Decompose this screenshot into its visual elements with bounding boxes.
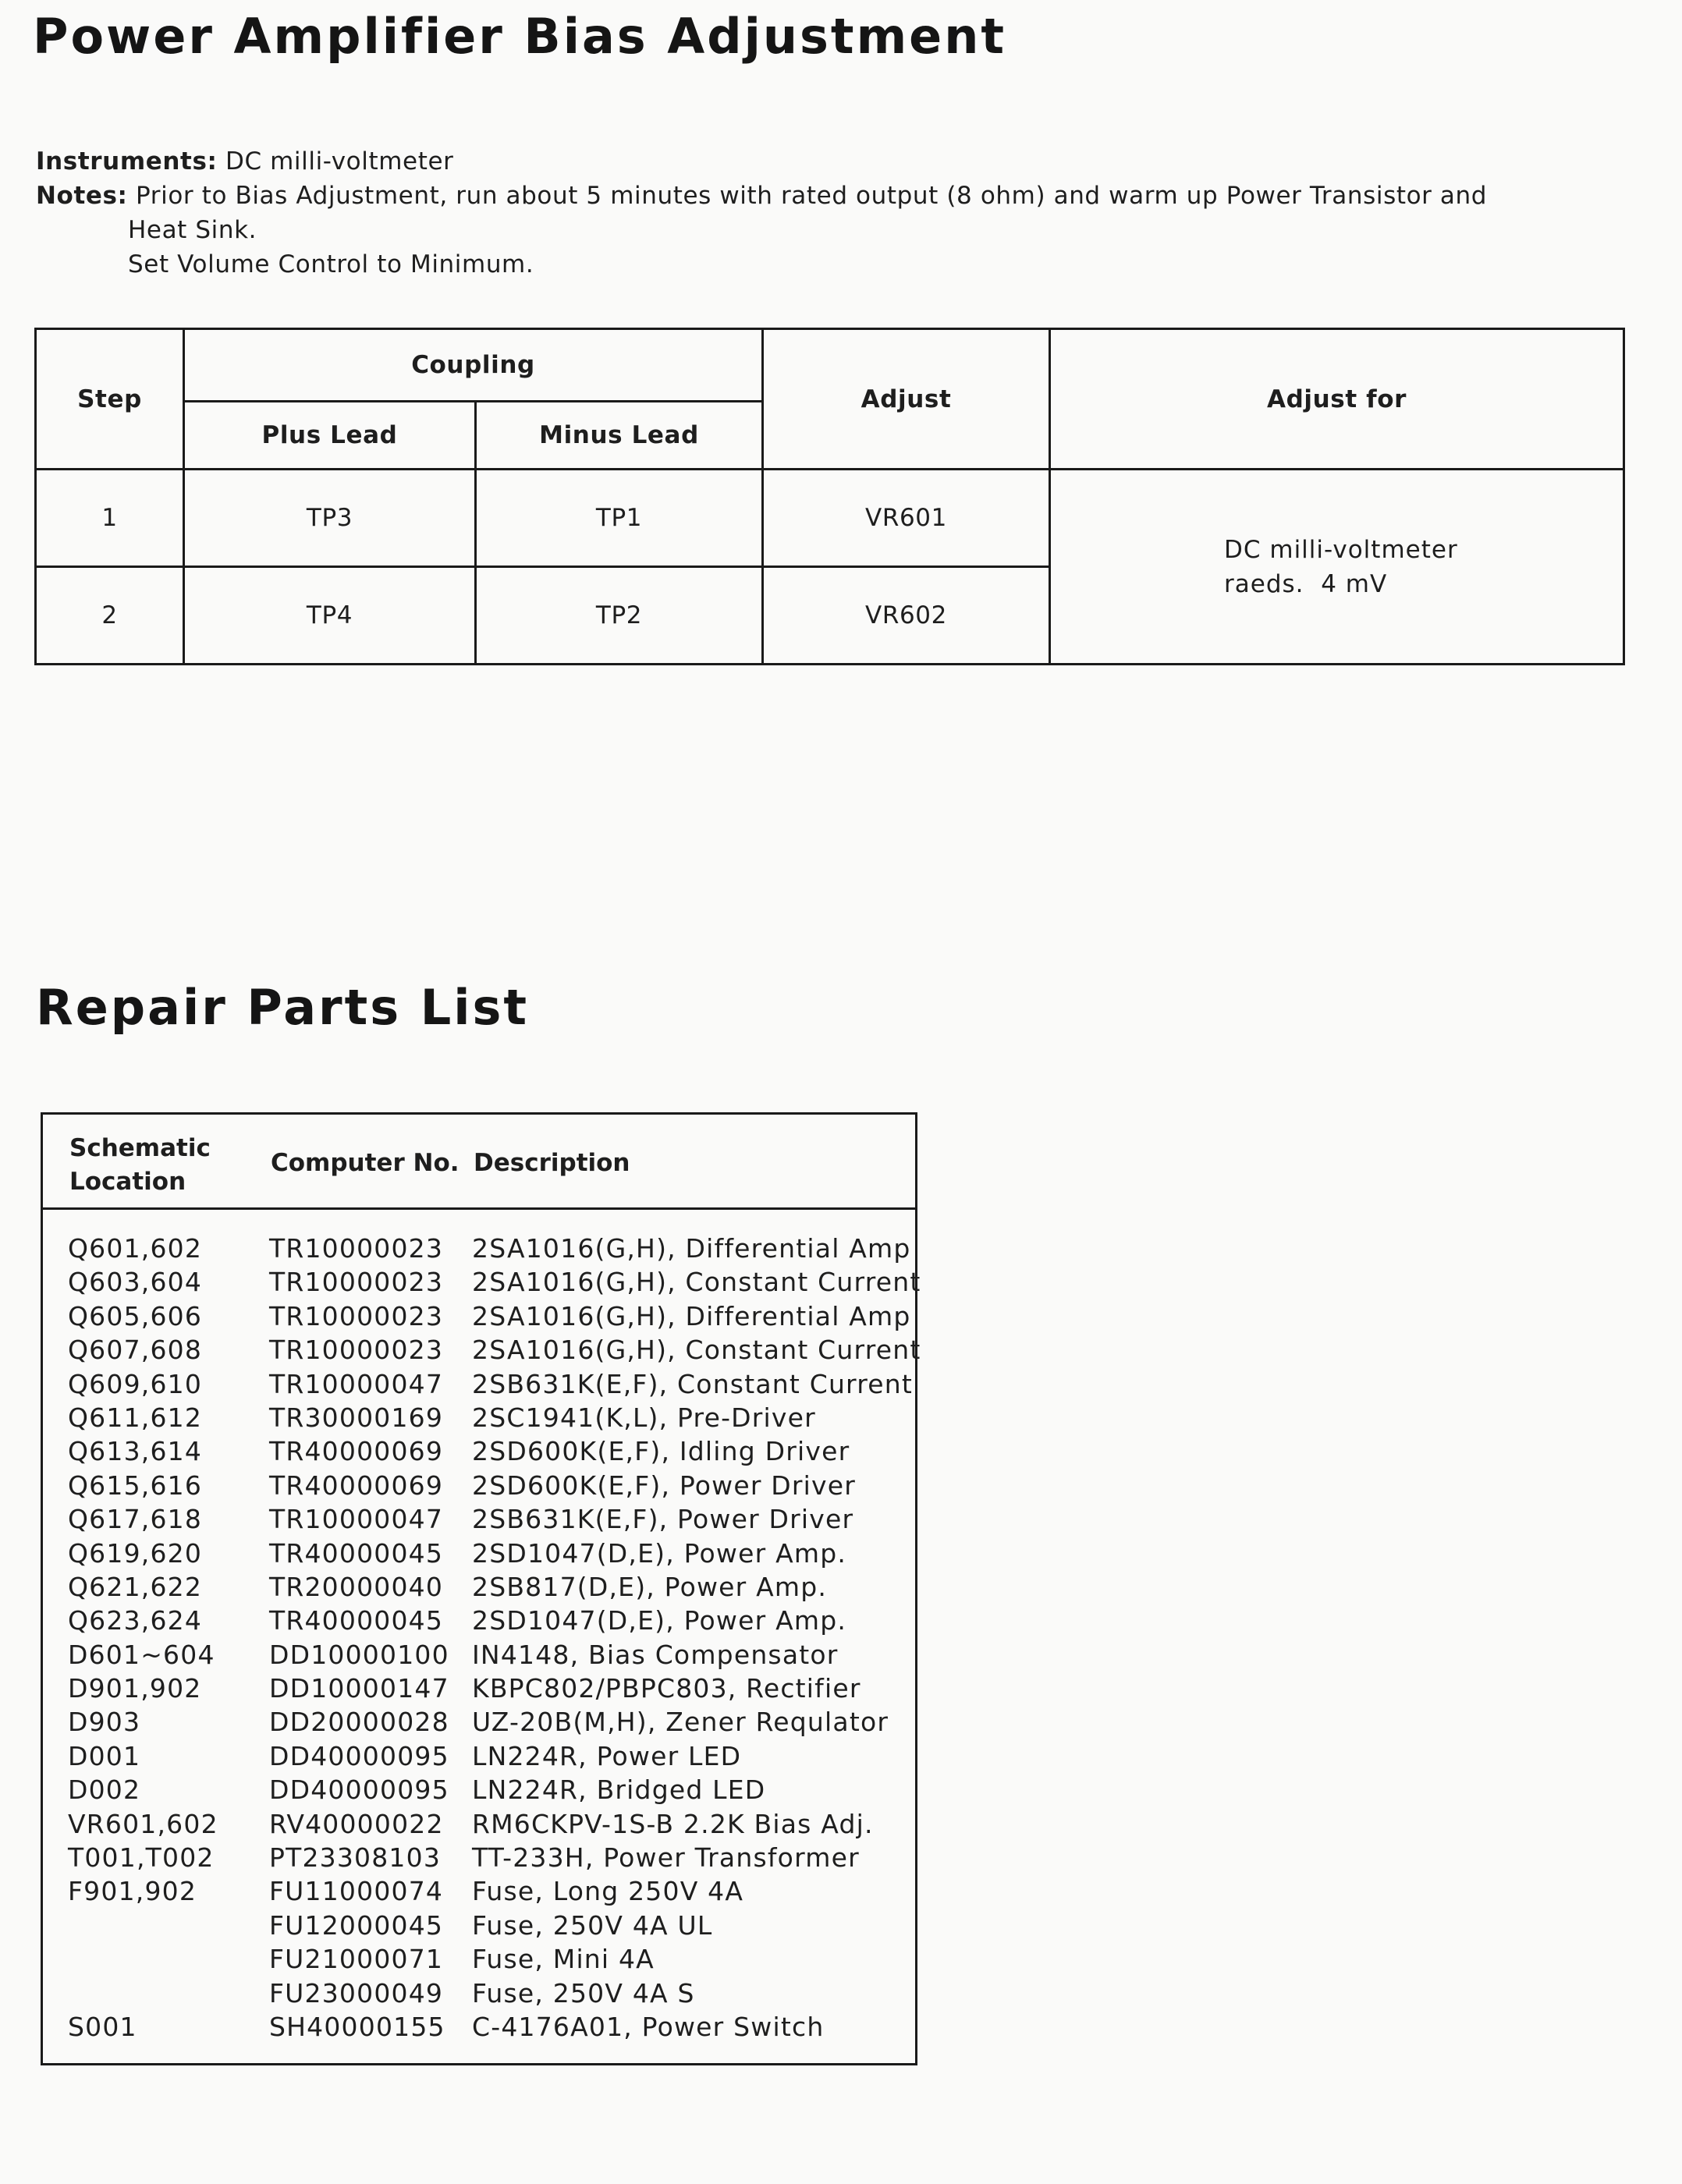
schematic-location-cell: Q619,620 (68, 1537, 203, 1569)
description-cell: 2SA1016(G,H), Differential Amp (472, 1233, 911, 1264)
table-row (43, 1672, 915, 1705)
header-minus-lead: Minus Lead (476, 402, 763, 470)
schematic-location-cell: Q621,622 (68, 1571, 203, 1602)
schematic-location-cell: D001 (68, 1740, 141, 1771)
table-row (43, 1333, 921, 1367)
description-cell: 2SA1016(G,H), Differential Amp (472, 1300, 911, 1331)
schematic-location-cell: Q615,616 (68, 1470, 203, 1501)
computer-no-cell: TR10000047 (269, 1368, 444, 1399)
computer-no-cell: TR40000069 (269, 1436, 444, 1467)
computer-no-cell: TR10000023 (269, 1267, 444, 1298)
schematic-location-cell: Q607,608 (68, 1335, 203, 1366)
header-location-line1: Schematic (69, 1134, 211, 1162)
instruments-label: Instruments: (36, 147, 218, 176)
header-plus-lead: Plus Lead (184, 402, 476, 470)
description-cell: TT-233H, Power Transformer (472, 1842, 860, 1874)
notes-line (36, 179, 1565, 213)
description-cell: KBPC802/PBPC803, Rectifier (472, 1673, 861, 1704)
instruments-line (36, 144, 1565, 179)
parts-table-header (43, 1115, 915, 1210)
schematic-location-cell: Q603,604 (68, 1267, 203, 1298)
adjust-for-cell (1050, 470, 1624, 665)
description-cell: Fuse, 250V 4A UL (472, 1909, 713, 1941)
description-cell: Fuse, Mini 4A (472, 1944, 655, 1975)
computer-no-cell: RV40000022 (269, 1808, 444, 1839)
computer-no-cell: FU12000045 (269, 1909, 444, 1941)
table-row (43, 1434, 915, 1468)
header-location-line2: Location (69, 1168, 186, 1196)
repair-parts-title: Repair Parts List (36, 979, 530, 1036)
computer-no-cell: DD10000100 (269, 1639, 449, 1670)
plus-lead-cell: TP3 (184, 470, 476, 567)
computer-no-cell: TR20000040 (269, 1571, 444, 1602)
description-cell: 2SA1016(G,H), Constant Current (472, 1267, 921, 1298)
table-row (36, 470, 1624, 567)
instruments-value: DC milli-voltmeter (225, 147, 454, 176)
notes-text-line1: Prior to Bias Adjustment, run about 5 minutes with rated output (8 ohm) and warm up Power Transistor and (136, 182, 1488, 210)
computer-no-cell: DD40000095 (269, 1740, 449, 1771)
header-computer-no: Computer No. (271, 1149, 460, 1177)
table-row (43, 1638, 915, 1672)
description-cell: 2SD1047(D,E), Power Amp. (472, 1537, 847, 1569)
description-cell: 2SB631K(E,F), Power Driver (472, 1504, 854, 1535)
table-row (43, 1841, 915, 1874)
computer-no-cell: DD10000147 (269, 1673, 449, 1704)
table-row (43, 1909, 915, 1942)
repair-parts-table (41, 1112, 921, 2065)
description-cell: RM6CKPV-1S-B 2.2K Bias Adj. (472, 1808, 874, 1839)
parts-table-body (43, 1232, 921, 2044)
description-cell: LN224R, Bridged LED (472, 1774, 766, 1806)
computer-no-cell: TR10000023 (269, 1300, 444, 1331)
description-cell: 2SA1016(G,H), Constant Current (472, 1335, 921, 1366)
header-description: Description (474, 1149, 630, 1177)
schematic-location-cell: Q601,602 (68, 1233, 203, 1264)
notes-text-line3: Set Volume Control to Minimum. (128, 250, 534, 278)
computer-no-cell: FU23000049 (269, 1977, 444, 2008)
schematic-location-cell: D903 (68, 1707, 141, 1738)
computer-no-cell: TR10000023 (269, 1335, 444, 1366)
computer-no-cell: TR10000047 (269, 1504, 444, 1535)
computer-no-cell: TR40000069 (269, 1470, 444, 1501)
table-row (43, 1874, 915, 1908)
computer-no-cell: PT23308103 (269, 1842, 442, 1874)
description-cell: 2SD600K(E,F), Power Driver (472, 1470, 857, 1501)
schematic-location-cell: D002 (68, 1774, 141, 1806)
table-row (43, 1232, 915, 1265)
adjust-cell: VR602 (763, 567, 1050, 665)
step-cell: 2 (36, 567, 184, 665)
computer-no-cell: SH40000155 (269, 2011, 445, 2042)
schematic-location-cell: Q613,614 (68, 1436, 203, 1467)
table-row (43, 1401, 915, 1434)
schematic-location-cell: Q609,610 (68, 1368, 203, 1399)
description-cell: 2SB631K(E,F), Constant Current (472, 1368, 914, 1399)
table-row (43, 1773, 915, 1806)
schematic-location-cell: Q617,618 (68, 1504, 203, 1535)
description-cell: 2SC1941(K,L), Pre-Driver (472, 1402, 816, 1433)
schematic-location-cell: T001,T002 (68, 1842, 215, 1874)
adjust-for-line2: raeds. 4 mV (1224, 569, 1388, 598)
description-cell: UZ-20B(M,H), Zener Requlator (472, 1707, 889, 1738)
table-row (43, 1469, 915, 1502)
computer-no-cell: TR40000045 (269, 1605, 444, 1636)
description-cell: 2SB817(D,E), Power Amp. (472, 1571, 828, 1602)
computer-no-cell: DD40000095 (269, 1774, 449, 1806)
description-cell: Fuse, Long 250V 4A (472, 1876, 744, 1907)
step-cell: 1 (36, 470, 184, 567)
description-cell: 2SD1047(D,E), Power Amp. (472, 1605, 847, 1636)
notes-text-line2: Heat Sink. (128, 216, 257, 244)
schematic-location-cell: Q605,606 (68, 1300, 203, 1331)
description-cell: C-4176A01, Power Switch (472, 2011, 825, 2042)
schematic-location-cell: S001 (68, 2011, 137, 2042)
table-row (43, 1977, 915, 2010)
table-row (43, 1942, 915, 1976)
header-schematic-location (69, 1132, 211, 1199)
description-cell: 2SD600K(E,F), Idling Driver (472, 1436, 850, 1467)
computer-no-cell: TR10000023 (269, 1233, 444, 1264)
schematic-location-cell: D901,902 (68, 1673, 202, 1704)
schematic-location-cell: D601~604 (68, 1639, 215, 1670)
header-coupling: Coupling (184, 329, 763, 402)
table-row (43, 1299, 915, 1333)
table-row (43, 1502, 915, 1536)
header-adjust-for: Adjust for (1050, 329, 1624, 470)
computer-no-cell: DD20000028 (269, 1707, 449, 1738)
computer-no-cell: FU21000071 (269, 1944, 444, 1975)
table-row (43, 1807, 915, 1841)
schematic-location-cell: Q623,624 (68, 1605, 203, 1636)
table-row (43, 1537, 915, 1570)
table-row (43, 1739, 915, 1773)
header-adjust: Adjust (763, 329, 1050, 470)
table-row (43, 1604, 915, 1637)
header-step: Step (36, 329, 184, 470)
schematic-location-cell: F901,902 (68, 1876, 197, 1907)
table-row (43, 1367, 915, 1401)
minus-lead-cell: TP2 (476, 567, 763, 665)
instructions-block (36, 144, 1565, 282)
table-row (43, 1570, 915, 1604)
table-row (43, 2010, 915, 2044)
computer-no-cell: TR40000045 (269, 1537, 444, 1569)
table-row (43, 1705, 915, 1739)
description-cell: Fuse, 250V 4A S (472, 1977, 695, 2008)
plus-lead-cell: TP4 (184, 567, 476, 665)
computer-no-cell: FU11000074 (269, 1876, 444, 1907)
minus-lead-cell: TP1 (476, 470, 763, 567)
description-cell: LN224R, Power LED (472, 1740, 742, 1771)
description-cell: IN4148, Bias Compensator (472, 1639, 839, 1670)
table-row (43, 1265, 921, 1299)
schematic-location-cell: Q611,612 (68, 1402, 203, 1433)
bias-adjustment-table (34, 328, 1625, 665)
computer-no-cell: TR30000169 (269, 1402, 444, 1433)
adjust-for-line1: DC milli-voltmeter (1224, 535, 1458, 564)
bias-adjustment-title: Power Amplifier Bias Adjustment (33, 8, 1006, 65)
notes-label: Notes: (36, 182, 128, 210)
adjust-cell: VR601 (763, 470, 1050, 567)
schematic-location-cell: VR601,602 (68, 1808, 218, 1839)
